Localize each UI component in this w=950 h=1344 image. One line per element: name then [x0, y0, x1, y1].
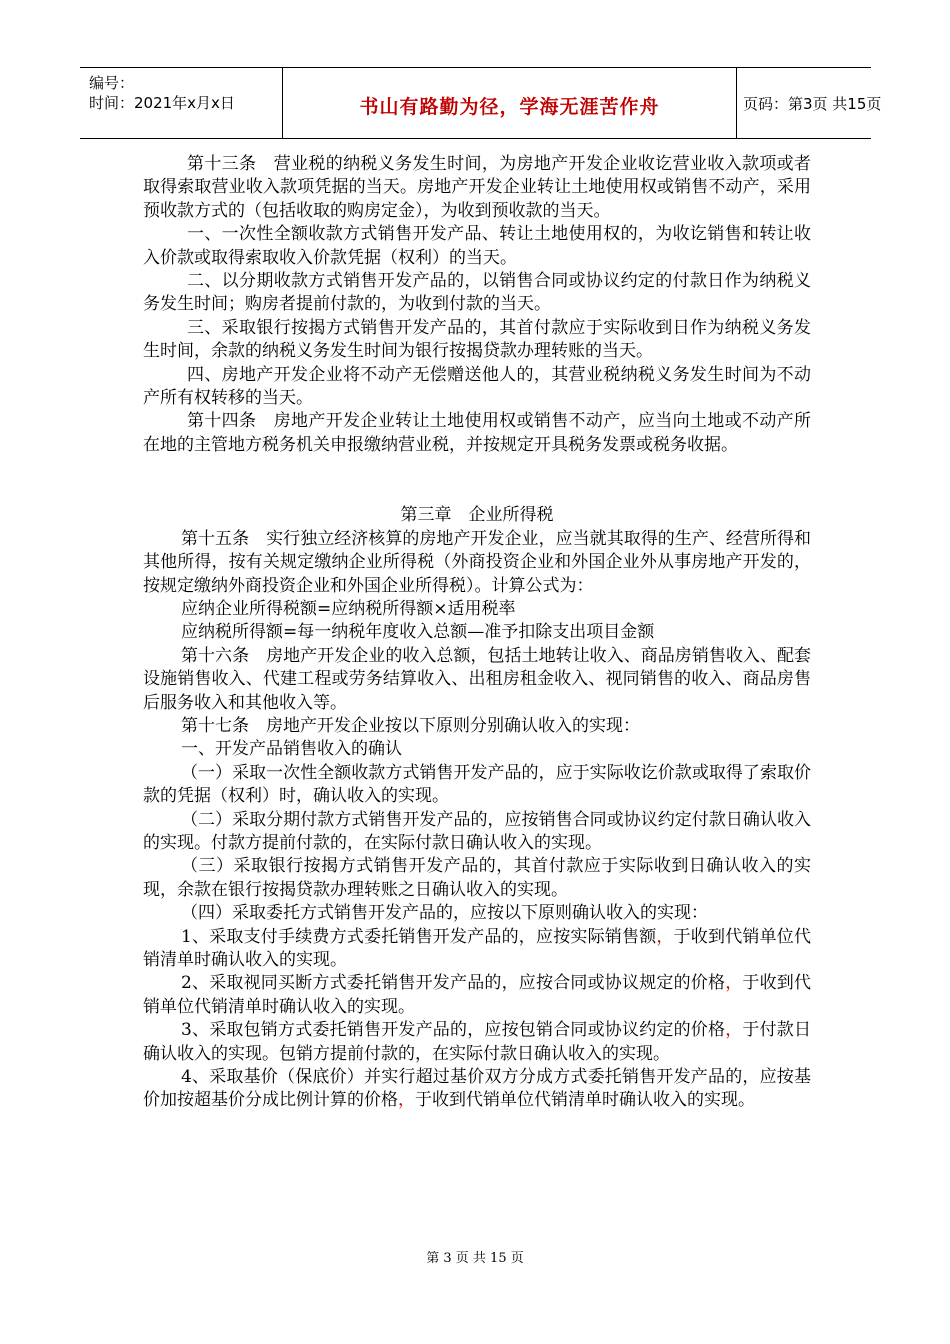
point-4-comma: ， [398, 1090, 415, 1111]
point-2-comma: ， [725, 973, 743, 994]
paragraph-subitem-4: （四）采取委托方式销售开发产品的，应按以下原则确认收入的实现： [181, 903, 708, 924]
point-4-text-b: 于收到代销单位代销清单时确认收入的实现。 [415, 1090, 755, 1111]
point-4-text-a: 4、采取基价（保底价）并实行超过基价双方分成方式委托销售开发产品的，应按基价加按超基价分成比例计算的价格 [143, 1067, 811, 1111]
header-motto: 书山有路勤为径，学海无涯苦作舟 [359, 96, 660, 118]
paragraph-item-1: 一、一次性全额收款方式销售开发产品、转让土地使用权的，为收讫销售和转让收入价款或取得索取收入价款凭据（权利）的当天。 [143, 224, 811, 268]
paragraph-subitem-2: （二）采取分期付款方式销售开发产品的，应按销售合同或协议约定付款日确认收入的实现。付款方提前付款的，在实际付款日确认收入的实现。 [143, 809, 811, 853]
header-left-cell [80, 68, 282, 138]
point-3-text-a: 3、采取包销方式委托销售开发产品的，应按包销合同或协议约定的价格 [181, 1020, 726, 1041]
point-2-text-a: 2、采取视同买断方式委托销售开发产品的，应按合同或协议规定的价格 [181, 973, 726, 994]
formula-tax-amount: 应纳企业所得税额=应纳税所得额×适用税率 [181, 598, 516, 619]
header-page-info: 页码：第3页 共15页 [743, 95, 882, 113]
point-1-comma: ， [656, 926, 674, 947]
paragraph-article-13: 第十三条 营业税的纳税义务发生时间，为房地产开发企业收讫营业收入款项或者取得索取营业收入款项凭据的当天。房地产开发企业转让土地使用权或销售不动产，采用预收款方式的（包括收取的购房定金），为收到预收款的当天。 [143, 154, 811, 221]
formula-taxable-income: 应纳税所得额=每一纳税年度收入总额—准予扣除支出项目金额 [181, 622, 655, 643]
paragraph-section-1: 一、开发产品销售收入的确认 [181, 739, 402, 760]
paragraph-point-3 [143, 1019, 811, 1066]
chapter-heading: 第三章 企业所得税 [400, 505, 554, 526]
paragraph-item-4: 四、房地产开发企业将不动产无偿赠送他人的，其营业税纳税义务发生时间为不动产所有权转移的当天。 [143, 364, 811, 409]
page-footer: 第 3 页 共 15 页 [426, 1251, 524, 1266]
paragraph-article-17: 第十七条 房地产开发企业按以下原则分别确认收入的实现： [181, 715, 640, 736]
paragraph-article-15: 第十五条 实行独立经济核算的房地产开发企业，应当就其取得的生产、经营所得和其他所得，按有关规定缴纳企业所得税（外商投资企业和外国企业外从事房地产开发的，按规定缴纳外商投资企业和外国企业所得税）。计算公式为： [143, 528, 811, 596]
paragraph-item-2: 二、以分期收款方式销售开发产品的，以销售合同或协议约定的付款日作为纳税义务发生时间；购房者提前付款的，为收到付款的当天。 [143, 271, 811, 315]
document-date-label: 时间：2021年x月x日 [89, 94, 235, 112]
point-1-text-a: 1、采取支付手续费方式委托销售开发产品的，应按实际销售额 [181, 926, 657, 947]
header-table [80, 67, 882, 139]
paragraph-point-2 [143, 972, 811, 1019]
paragraph-subitem-3: （三）采取银行按揭方式销售开发产品的，其首付款应于实际收到日确认收入的实现，余款在银行按揭贷款办理转账之日确认收入的实现。 [143, 856, 811, 900]
header-right-cell [736, 68, 882, 138]
paragraph-point-1 [143, 926, 811, 973]
paragraph-article-16: 第十六条 房地产开发企业的收入总额，包括土地转让收入、商品房销售收入、配套设施销售收入、代建工程或劳务结算收入、出租房租金收入、视同销售的收入、商品房售后服务收入和其他收入等。 [143, 645, 811, 713]
document-body [143, 153, 811, 1113]
point-3-comma: ， [725, 1020, 743, 1041]
paragraph-point-4 [143, 1066, 811, 1113]
paragraph-item-3: 三、采取银行按揭方式销售开发产品的，其首付款应于实际收到日作为纳税义务发生时间，余款的纳税义务发生时间为银行按揭贷款办理转账的当天。 [143, 317, 811, 362]
document-number-label: 编号： [89, 74, 135, 92]
point-1-text-b: 于收到代销单位代销清单时确认收入的实现。 [143, 926, 812, 970]
chapter-spacer [143, 457, 811, 504]
point-2-text-b: 于收到代销单位代销清单时确认收入的实现。 [143, 973, 812, 1017]
point-3-text-b: 于付款日确认收入的实现。包销方提前付款的，在实际付款日确认收入的实现。 [143, 1020, 812, 1064]
paragraph-article-14: 第十四条 房地产开发企业转让土地使用权或销售不动产，应当向土地或不动产所在地的主管地方税务机关申报缴纳营业税，并按规定开具税务发票或税务收据。 [143, 411, 811, 455]
paragraph-subitem-1: （一）采取一次性全额收款方式销售开发产品的，应于实际收讫价款或取得了索取价款的凭据（权利）时，确认收入的实现。 [143, 762, 811, 807]
header-center-cell [282, 68, 737, 138]
